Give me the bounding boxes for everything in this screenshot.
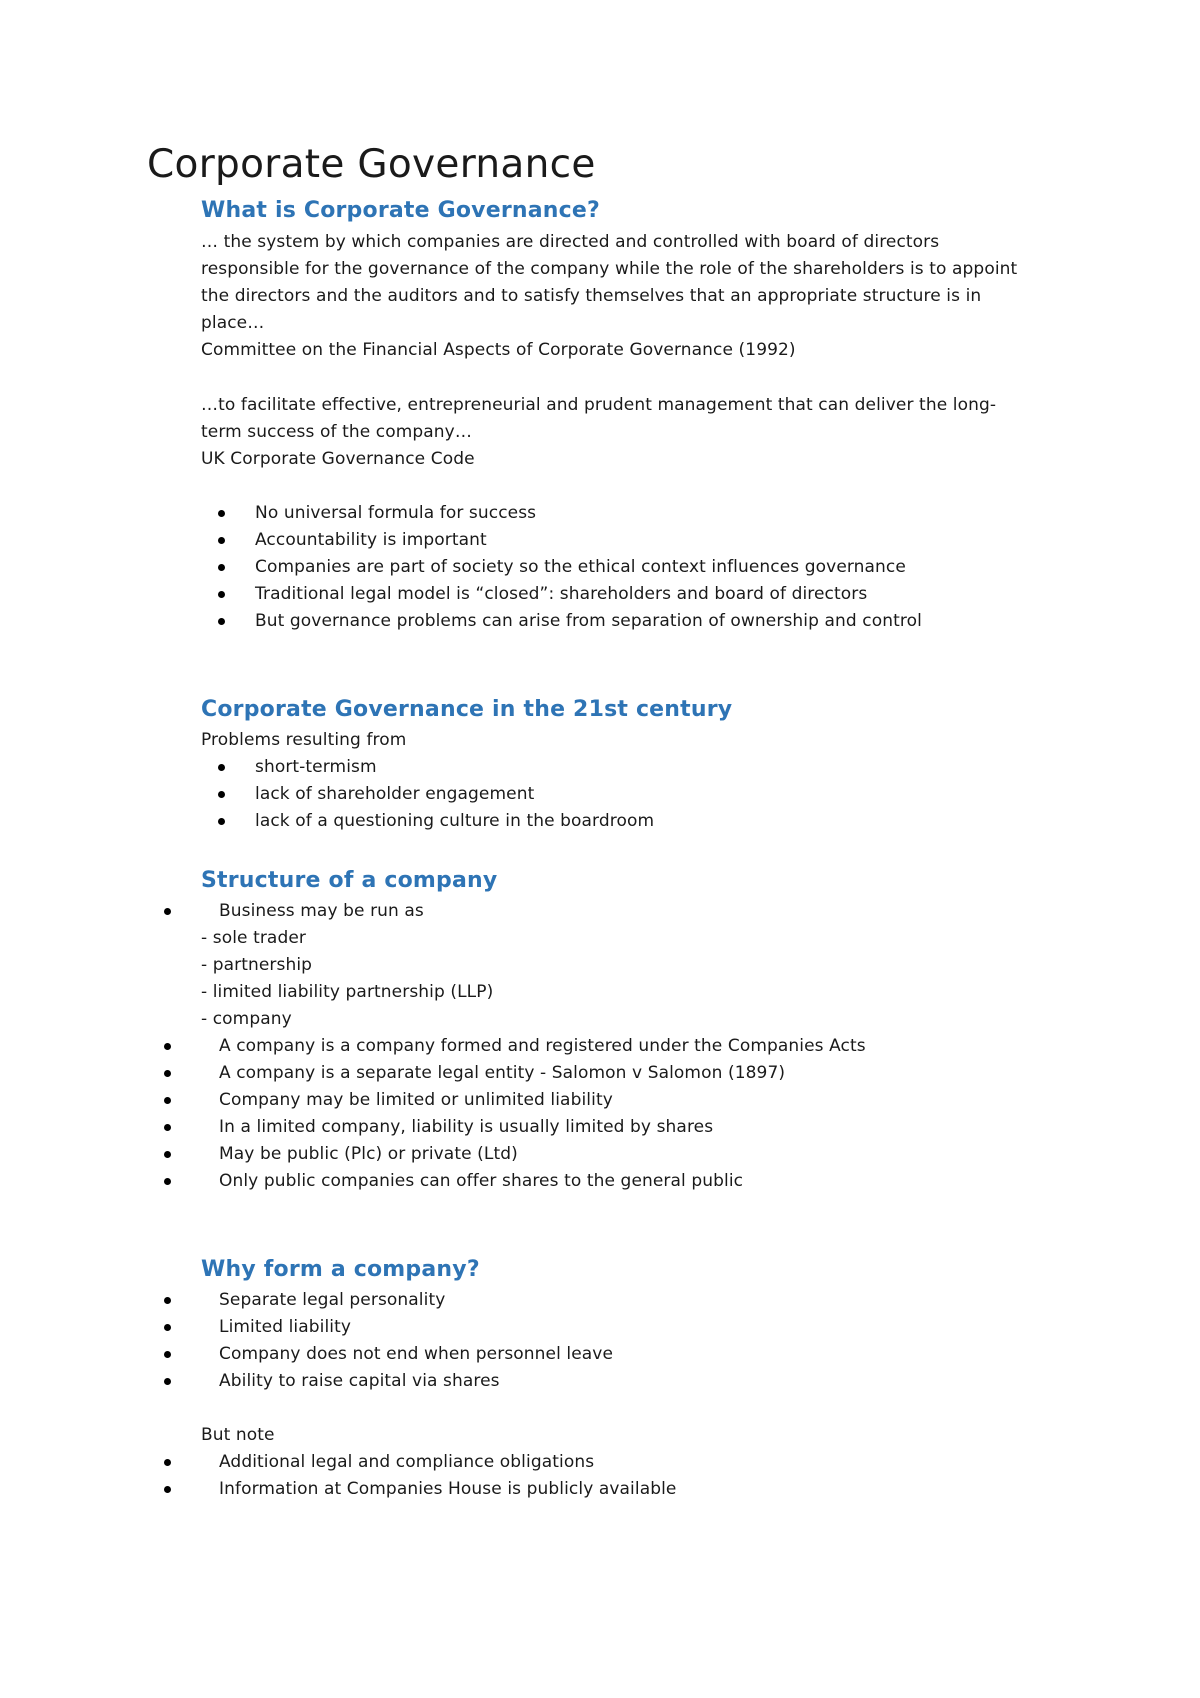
- bullet-dot: [164, 1178, 171, 1185]
- quote2-source: UK Corporate Governance Code: [201, 449, 475, 469]
- note-label: But note: [201, 1425, 275, 1445]
- list-item: short-termism: [255, 757, 377, 777]
- list-item: A company is a separate legal entity - Salomon v Salomon (1897): [219, 1063, 786, 1083]
- dash-item: - sole trader: [201, 928, 306, 948]
- bullet-dot: [164, 1070, 171, 1077]
- list-item: Traditional legal model is “closed”: shareholders and board of directors: [255, 584, 868, 604]
- list-item: But governance problems can arise from separation of ownership and control: [255, 611, 922, 631]
- list-item: May be public (Plc) or private (Ltd): [219, 1144, 518, 1164]
- bullet-dot: [164, 1097, 171, 1104]
- list-item: Limited liability: [219, 1317, 352, 1337]
- list-item: Ability to raise capital via shares: [219, 1371, 500, 1391]
- bullet-dot: [164, 908, 171, 915]
- bullet-dot: [218, 618, 225, 625]
- list-item: Accountability is important: [255, 530, 487, 550]
- list-item: Separate legal personality: [219, 1290, 446, 1310]
- list-item: Business may be run as: [219, 901, 424, 921]
- quote1-source: Committee on the Financial Aspects of Corporate Governance (1992): [201, 340, 796, 360]
- bullet-dot: [164, 1297, 171, 1304]
- bullet-dot: [164, 1351, 171, 1358]
- bullet-dot: [164, 1043, 171, 1050]
- quote1-line: place…: [201, 313, 265, 333]
- list-item: Only public companies can offer shares to the general public: [219, 1171, 744, 1191]
- bullet-dot: [164, 1324, 171, 1331]
- list-item: Additional legal and compliance obligations: [219, 1452, 595, 1472]
- dash-item: - limited liability partnership (LLP): [201, 982, 494, 1002]
- bullet-dot: [164, 1151, 171, 1158]
- list-item: Company does not end when personnel leave: [219, 1344, 614, 1364]
- quote1-line: responsible for the governance of the company while the role of the shareholders is to appoint: [201, 259, 1018, 279]
- bullet-dot: [218, 791, 225, 798]
- list-item: No universal formula for success: [255, 503, 537, 523]
- section-heading-21st-century: Corporate Governance in the 21st century: [201, 697, 733, 722]
- bullet-dot: [218, 510, 225, 517]
- bullet-dot: [218, 818, 225, 825]
- list-item: Information at Companies House is publicly available: [219, 1479, 677, 1499]
- section2-intro: Problems resulting from: [201, 730, 407, 750]
- list-item: In a limited company, liability is usually limited by shares: [219, 1117, 714, 1137]
- bullet-dot: [218, 764, 225, 771]
- list-item: lack of shareholder engagement: [255, 784, 535, 804]
- quote1-line: … the system by which companies are directed and controlled with board of directors: [201, 232, 940, 252]
- list-item: lack of a questioning culture in the boardroom: [255, 811, 655, 831]
- section-heading-structure: Structure of a company: [201, 868, 498, 893]
- bullet-dot: [218, 591, 225, 598]
- bullet-dot: [218, 537, 225, 544]
- bullet-dot: [164, 1459, 171, 1466]
- list-item: Company may be limited or unlimited liability: [219, 1090, 613, 1110]
- section-heading-why-form: Why form a company?: [201, 1257, 480, 1282]
- bullet-dot: [164, 1124, 171, 1131]
- quote2-line: term success of the company…: [201, 422, 472, 442]
- bullet-dot: [218, 564, 225, 571]
- dash-item: - company: [201, 1009, 292, 1029]
- list-item: A company is a company formed and registered under the Companies Acts: [219, 1036, 866, 1056]
- document-title: Corporate Governance: [147, 142, 596, 187]
- section-heading-what-is: What is Corporate Governance?: [201, 198, 600, 223]
- bullet-dot: [164, 1378, 171, 1385]
- list-item: Companies are part of society so the ethical context influences governance: [255, 557, 906, 577]
- bullet-dot: [164, 1486, 171, 1493]
- dash-item: - partnership: [201, 955, 313, 975]
- quote1-line: the directors and the auditors and to satisfy themselves that an appropriate structure is in: [201, 286, 982, 306]
- quote2-line: …to facilitate effective, entrepreneurial and prudent management that can deliver the long-: [201, 395, 997, 415]
